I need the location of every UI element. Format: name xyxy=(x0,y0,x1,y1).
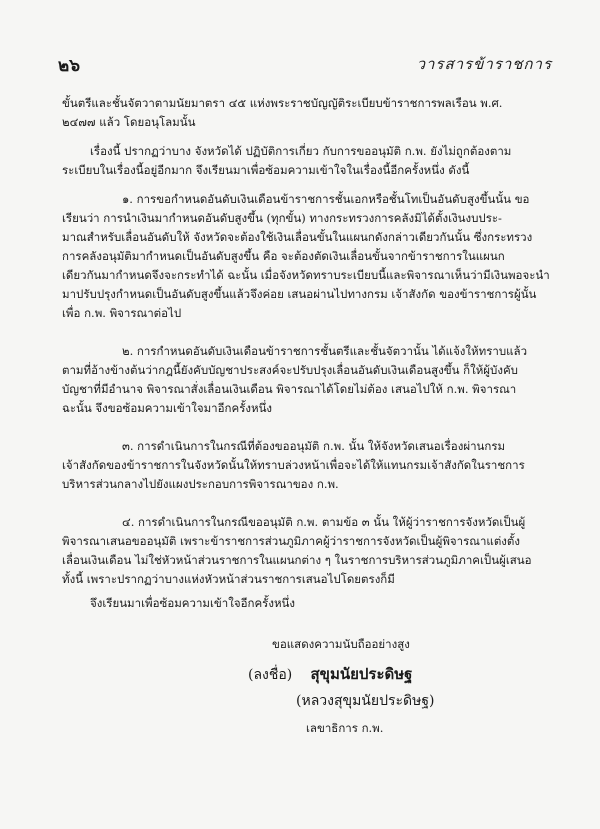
closing-line: จึงเรียนมาเพื่อซ้อมความเข้าใจอีกครั้งหนึ่ง xyxy=(90,596,296,610)
paragraph-line: การคลังอนุมัติมากำหนดเป็นอันดับสูงขึ้น คือ จะต้องตัดเงินเลื่อนขั้นจากข้าราชการในแผนก xyxy=(62,249,505,263)
paragraph-line: เรื่องนี้ ปรากฏว่าบาง จังหวัดได้ ปฏิบัติการเกี่ยว กับการขออนุมัติ ก.พ. ยังไม่ถูกต้องตาม xyxy=(90,144,512,158)
intro-line: ๒๔๗๗ แล้ว โดยอนุโลมนั้น xyxy=(62,115,196,129)
paragraph-line: มาปรับปรุงกำหนดเป็นอันดับสูงขึ้นแล้วจึงค่อย เสนอผ่านไปทางกรม เจ้าสังกัด ของข้าราชการผู้นั้น xyxy=(62,287,537,301)
paragraph-line: ๑. การขอกำหนดอันดับเงินเดือนข้าราชการชั้นเอกหรือชั้นโทเป็นอันดับสูงขึ้นนั้น ขอ xyxy=(122,192,530,206)
paragraph-line: พิจารณาเสนอขออนุมัติ เพราะข้าราชการส่วนภูมิภาคผู้ว่าราชการจังหวัดเป็นผู้พิจารณาแต่งตั้ง xyxy=(62,534,520,548)
paragraph-line: ๒. การกำหนดอันดับเงินเดือนข้าราชการชั้นตรีและชั้นจัตวานั้น ได้แจ้งให้ทราบแล้ว xyxy=(122,344,528,358)
paragraph-line: บัญชาที่มีอำนาจ พิจารณาสั่งเลื่อนเงินเดือน พิจารณาได้โดยไม่ต้อง เสนอไปให้ ก.พ. พิจารณา xyxy=(62,382,517,396)
page-number: ๒๖ xyxy=(58,56,80,76)
paragraph-line: บริหารส่วนกลางไปยังแผงประกอบการพิจารณาของ ก.พ. xyxy=(62,477,339,491)
signer-signature-name: สุขุมนัยประดิษฐ xyxy=(310,665,413,683)
paragraph-line: ทั้งนี้ เพราะปรากฏว่าบางแห่งหัวหน้าส่วนราชการเสนอไปโดยตรงก็มี xyxy=(62,572,395,586)
paragraph-line: เลื่อนเงินเดือน ไม่ใช่หัวหน้าส่วนราชการในแผนกต่าง ๆ ในราชการบริหารส่วนภูมิภาคเป็นผู้เสนอ xyxy=(62,553,532,567)
paragraph-line: เพื่อ ก.พ. พิจารณาต่อไป xyxy=(62,306,182,320)
paragraph-line: ฉะนั้น จึงขอซ้อมความเข้าใจมาอีกครั้งหนึ่ง xyxy=(62,401,273,415)
paragraph-line: ระเบียบในเรื่องนี้อยู่อีกมาก จึงเรียนมาเพื่อซ้อมความเข้าใจในเรื่องนี้อีกครั้งหนึ่ง ดังนี้ xyxy=(62,163,470,177)
paragraph-line: มาณสำหรับเลื่อนอันดับให้ จังหวัดจะต้องใช้เงินเลื่อนขั้นในแผนกดังกล่าวเดียวกันนั้น ซึ่งกระทรวง xyxy=(62,230,533,244)
signed-prefix: (ลงชื่อ) xyxy=(248,667,293,683)
regards-text: ขอแสดงความนับถืออย่างสูง xyxy=(272,637,410,651)
paragraph-line: ๔. การดำเนินการในกรณีขออนุมัติ ก.พ. ตามข้อ ๓ นั้น ให้ผู้ว่าราชการจังหวัดเป็นผู้ xyxy=(122,515,526,529)
paragraph-line: เจ้าสังกัดของข้าราชการในจังหวัดนั้นให้ทราบล่วงหน้าเพื่อจะได้ให้แทนกรมเจ้าสังกัดในราชการ xyxy=(62,458,525,472)
journal-title: วารสารข้าราชการ xyxy=(416,55,552,73)
intro-line: ขั้นตรีและชั้นจัตวาตามนัยมาตรา ๔๕ แห่งพระราชบัญญัติระเบียบข้าราชการพลเรือน พ.ศ. xyxy=(62,96,503,110)
paragraph-line: เรียนว่า การนำเงินมากำหนดอันดับสูงขึ้น (ทุกขั้น) ทางกระทรวงการคลังมิได้ตั้งเงินงบประ- xyxy=(62,211,502,225)
page-header xyxy=(58,52,552,74)
paragraph-line: เดียวกันมากำหนดจึงจะกระทำได้ ฉะนั้น เมื่อจังหวัดทราบระเบียบนี้และพิจารณาเห็นว่ามีเงินพอจะนำ xyxy=(62,268,550,282)
signer-position: เลขาธิการ ก.พ. xyxy=(306,721,384,735)
signed-label xyxy=(248,662,412,686)
paragraph-line: ๓. การดำเนินการในกรณีที่ต้องขออนุมัติ ก.พ. นั้น ให้จังหวัดเสนอเรื่องผ่านกรม xyxy=(122,439,506,453)
signer-full-name: (หลวงสุขุมนัยประดิษฐ) xyxy=(296,693,435,709)
paragraph-line: ตามที่อ้างข้างต้นว่ากฎนี้ยังคับบัญชาประสงค์จะปรับปรุงเลื่อนอันดับเงินเดือนสูงขึ้น ก็ให้ผู้บังคับ xyxy=(62,363,518,377)
